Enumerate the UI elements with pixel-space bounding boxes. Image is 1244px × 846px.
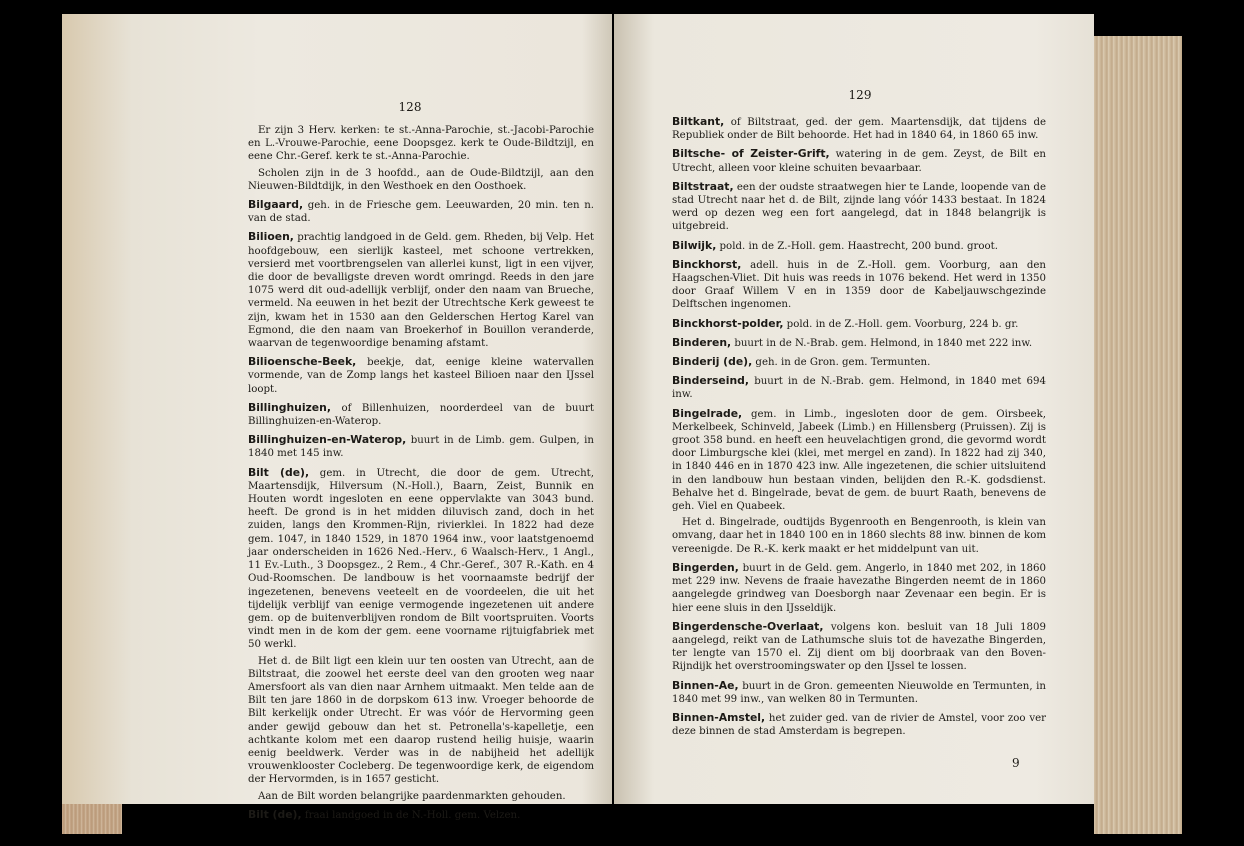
dictionary-entry	[672, 561, 1046, 615]
entry-text: geh. in de Gron. gem. Termunten.	[752, 357, 931, 369]
entry-headword: Binnen-Ae,	[672, 678, 739, 692]
entry-headword: Binderij (de),	[672, 355, 753, 369]
entry-text: of Biltstraat, ged. der gem. Maartensdijk, dat tijdens de Republiek onder de Bilt behoorde. Het had in 1840 64, in 1860 65 inw.	[672, 117, 1046, 142]
entry-text: het zuider ged. van de rivier de Amstel, voor zoo ver deze binnen de stad Amsterdam is begrepen.	[672, 712, 1046, 738]
dictionary-entry	[248, 355, 594, 396]
paragraph	[248, 124, 594, 164]
entry-text: beekje, dat, eenige kleine watervallen vormende, van de Zomp langs het kasteel Bilioen naar den IJssel loopt.	[248, 357, 594, 395]
page-number: 129	[848, 88, 872, 102]
entry-headword: Billinghuizen-en-Waterop,	[248, 433, 407, 447]
left-page-text	[248, 124, 594, 825]
paragraph	[248, 167, 594, 193]
entry-headword: Biltsche- of Zeister-Grift,	[672, 147, 830, 161]
entry-text: watering in de gem. Zeyst, de Bilt en Utrecht, alleen voor kleine schuiten bevaarbaar.	[672, 149, 1046, 174]
entry-text: gem. in Limb., ingesloten door de gem. Oirsbeek, Merkelbeek, Schinveld, Jabeek (Limb.) en Hillensberg (Pruissen). Zij is groot 358 bund. en heeft een heuvelachtigen grond, die gevormd wordt door Limburgsche klei (klei, met mergel en zand). In 1822 had zij 340, in 1840 446 en in 1870 423 inw. Alle ingezetenen, die schier uitsluitend in den landbouw hun bestaan vinden, belijden den R.-K. godsdienst. Behalve het d. Bingelrade, bevat de gem. de buurt Raath, benevens de geh. Viel en Quabeek.	[672, 408, 1046, 513]
dictionary-entry	[248, 230, 594, 350]
dictionary-entry	[672, 679, 1046, 706]
entry-headword: Bilioen,	[248, 230, 294, 244]
entry-text: gem. in Utrecht, die door de gem. Utrecht, Maartensdijk, Hilversum (N.-Holl.), Baarn, Zeist, Bunnik en Houten wordt ingesloten en eene oppervlakte van 3043 bund. heeft. De grond is in het midden diluvisch zand, doch in het zuiden, langs den Krommen-Rijn, rivierklei. In 1822 had deze gem. 1047, in 1840 1529, in 1870 1964 inw., voor laatstgenoemd jaar onderscheiden in 1626 Ned.-Herv., 6 Waalsch-Herv., 1 Angl., 11 Ev.-Luth., 3 Doopsgez., 2 Rem., 4 Chr.-Geref., 307 R.-Kath. en 4 Oud-Roomschen. De landbouw is het voornaamste bedrijf der ingezetenen, benevens veeteelt en de voordeelen, die uit het tijdelijk verblijf van eenige vermogende ingezetenen uit andere gem. op de buitenverblijven rondom de Bilt voortspruiten. Voorts vindt men in de kom der gem. eene voorname rijtuigfabriek met 50 werkl.	[248, 467, 595, 651]
dictionary-entry	[672, 258, 1046, 312]
entry-text: Scholen zijn in de 3 hoofdd., aan de Oude-Bildtzijl, aan den Nieuwen-Bildtdijk, in den Westhoek en den Oosthoek.	[248, 167, 594, 192]
paragraph	[248, 655, 594, 787]
dictionary-entry	[672, 115, 1046, 142]
dictionary-entry	[672, 374, 1046, 401]
entry-headword: Biltkant,	[672, 115, 725, 128]
entry-text: Aan de Bilt worden belangrijke paardenmarkten gehouden.	[258, 790, 566, 802]
dictionary-entry	[672, 239, 1046, 253]
dictionary-entry	[672, 180, 1046, 234]
entry-headword: Bilioensche-Beek,	[248, 355, 357, 369]
entry-text: pold. in de Z.-Holl. gem. Haastrecht, 200 bund. groot.	[716, 240, 998, 252]
entry-headword: Bilt (de),	[248, 465, 310, 479]
entry-headword: Bingerdensche-Overlaat,	[672, 619, 824, 633]
entry-headword: Binckhorst,	[672, 257, 742, 271]
entry-text: volgens kon. besluit van 18 Juli 1809 aangelegd, reikt van de Lathumsche sluis tot de havezathe Bingerden, ter lengte van 1570 el. Zij dient om bij doorbraak van den Boven-Rijndijk het overstroomingswater op den IJssel te lossen.	[672, 621, 1046, 673]
entry-text: buurt in de Geld. gem. Angerlo, in 1840 met 202, in 1860 met 229 inw. Nevens de fraaie havezathe Bingerden neemt de in 1860 aangelegde grindweg van Doesborgh naar Zevenaar een begin. Er is hier eene sluis in den IJsseldijk.	[672, 562, 1046, 614]
entry-text: Er zijn 3 Herv. kerken: te st.-Anna-Parochie, st.-Jacobi-Parochie en L.-Vrouwe-Parochie, eene Doopsgez. kerk te Oude-Bildtzijl, en eene Chr.-Geref. kerk te st.-Anna-Parochie.	[248, 125, 594, 163]
dictionary-entry	[248, 433, 594, 460]
dictionary-entry	[248, 401, 594, 428]
page-edges-right	[1094, 36, 1182, 834]
entry-text: buurt in de N.-Brab. gem. Helmond, in 1840 met 694 inw.	[672, 376, 1046, 401]
entry-headword: Bilt (de),	[248, 807, 302, 821]
entry-text: Het d. Bingelrade, oudtijds Bygenrooth en Bengenrooth, is klein van omvang, daar het in 1840 100 en in 1860 slechts 88 inw. binnen de kom vereenigde. De R.-K. kerk maakt er het middelpunt van uit.	[672, 517, 1046, 555]
entry-headword: Binnen-Amstel,	[672, 710, 766, 724]
open-book	[62, 14, 1182, 834]
dictionary-entry	[248, 808, 594, 822]
entry-text: adell. huis in de Z.-Holl. gem. Voorburg, aan den Haagschen-Vliet. Dit huis was reeds in 1076 bekend. Het werd in 1350 door Graaf Willem V en in 1359 door de Kabeljauwschgezinde Delftschen ingenomen.	[672, 259, 1046, 311]
entry-text: pold. in de Z.-Holl. gem. Voorburg, 224 b. gr.	[783, 318, 1019, 330]
entry-text: geh. in de Friesche gem. Leeuwarden, 20 min. ten n. van de stad.	[248, 200, 594, 225]
entry-headword: Bilgaard,	[248, 198, 304, 212]
dictionary-entry	[672, 620, 1046, 674]
entry-text: buurt in de Limb. gem. Gulpen, in 1840 met 145 inw.	[248, 435, 594, 460]
entry-text: buurt in de N.-Brab. gem. Helmond, in 1840 met 222 inw.	[731, 337, 1033, 349]
entry-text: een der oudste straatwegen hier te Lande, loopende van de stad Utrecht naar het d. de Bilt, zijnde lang vóór 1433 bestaat. In 1824 werd op dezen weg een fort aangelegd, dat in 1848 belangrijk is uitgebreid.	[672, 181, 1046, 233]
entry-text: Het d. de Bilt ligt een klein uur ten oosten van Utrecht, aan de Biltstraat, die zoowel het eerste deel van den grooten weg naar Amersfoort als van dien naar Arnhem uitmaakt. Men telde aan de Bilt ten jare 1860 in de dorpskom 613 inw. Vroeger behoorde de Bilt kerkelijk onder Utrecht. Er was vóór de Hervorming geen ander gewijd gebouw dan het st. Petronella's-kapelletje, een achtkante kolom met een daarop rustend heilig huisje, waarin eenig beeldwerk. Verder was in de nabijheid het adellijk vrouwenklooster Cocleberg. De tegenwoordige kerk, de eigendom der Hervormden, is in 1657 gesticht.	[248, 655, 594, 786]
entry-text: fraai landgoed in de N.-Holl. gem. Velzen.	[301, 809, 521, 821]
entry-headword: Biltstraat,	[672, 179, 734, 193]
dictionary-entry	[672, 407, 1046, 514]
dictionary-entry	[248, 466, 594, 652]
entry-text: of Billenhuizen, noorderdeel van de buurt Billinghuizen-en-Waterop.	[248, 402, 594, 428]
entry-headword: Bilwijk,	[672, 238, 717, 252]
entry-headword: Billinghuizen,	[248, 400, 331, 414]
entry-text: prachtig landgoed in de Geld. gem. Rheden, bij Velp. Het hoofdgebouw, een sierlijk kasteel, met schoone vertrekken, versierd met voortbrengselen van allerlei kunst, ligt in een vijver, die door de bevalligste dreven wordt omringd. Reeds in den jare 1075 werd dit oud-adellijk verblijf, onder den naam van Brueche, vermeld. Na eeuwen in het bezit der Utrechtsche Kerk geweest te zijn, kwam het in 1530 aan den Gelderschen Hertog Karel van Egmond, die den naam van Broekerhof in Bouillon veranderde, waarvan de tegenwoordige benaming afstamt.	[248, 232, 594, 350]
paragraph	[248, 790, 594, 803]
entry-headword: Bingelrade,	[672, 406, 743, 420]
dictionary-entry	[672, 711, 1046, 738]
entry-headword: Binderen,	[672, 335, 732, 349]
entry-headword: Binckhorst-polder,	[672, 316, 784, 330]
right-page-text	[672, 110, 1046, 741]
entry-text: buurt in de Gron. gemeenten Nieuwolde en Termunten, in 1840 met 99 inw., van welken 80 in Termunten.	[672, 680, 1046, 705]
signature-mark: 9	[1012, 756, 1020, 770]
entry-headword: Binderseind,	[672, 374, 749, 388]
left-page	[62, 14, 612, 821]
dictionary-entry	[672, 355, 1046, 369]
dictionary-entry	[672, 317, 1046, 331]
right-page	[614, 14, 1094, 804]
dictionary-entry	[248, 198, 594, 225]
entry-headword: Bingerden,	[672, 560, 739, 574]
dictionary-entry	[672, 336, 1046, 350]
dictionary-entry	[672, 147, 1046, 174]
page-number: 128	[398, 100, 422, 114]
paragraph	[672, 516, 1046, 556]
